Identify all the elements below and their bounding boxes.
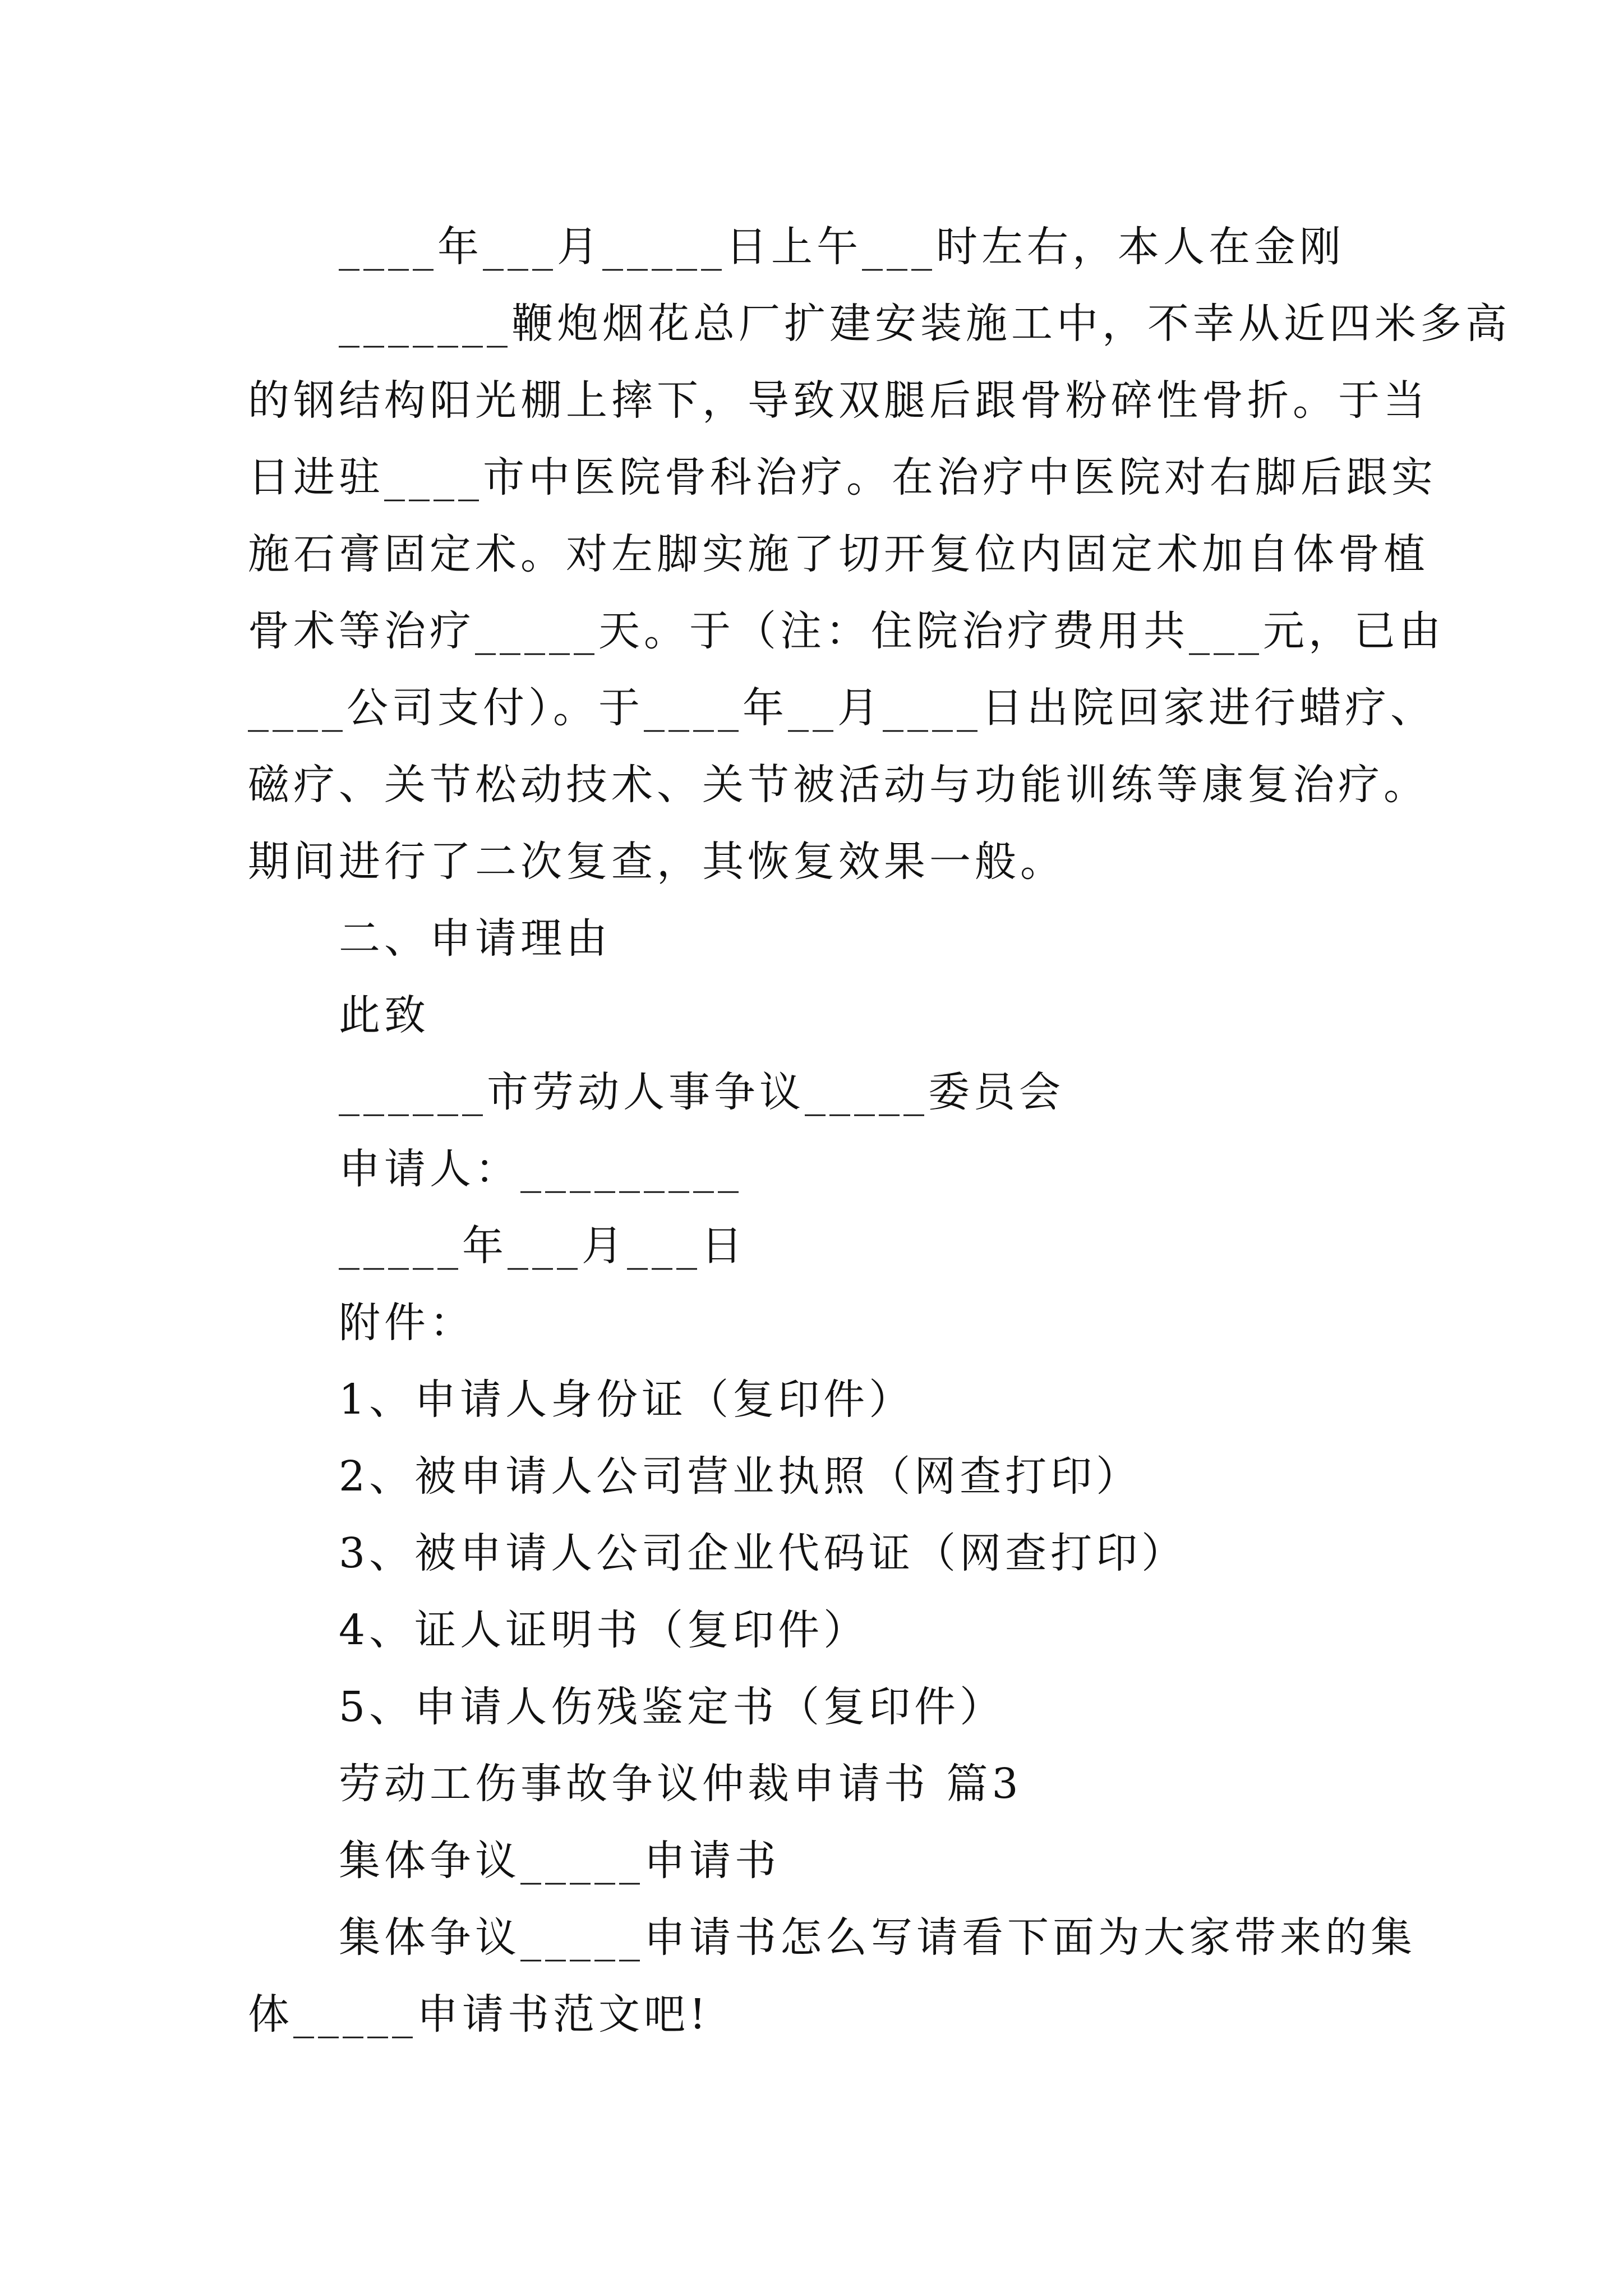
- attachments-heading: 附件：: [339, 1299, 475, 1347]
- closing-salutation: 此致: [339, 991, 430, 1039]
- applicant-signature-line: 申请人：_________: [339, 1145, 743, 1193]
- paragraph-line: 日进驻____市中医院骨科治疗。在治疗中医院对右脚后跟实: [248, 453, 1437, 501]
- paragraph-line: 施石膏固定术。对左脚实施了切开复位内固定术加自体骨植: [248, 530, 1429, 578]
- paragraph-line: ____年___月_____日上午___时左右，本人在金刚: [339, 223, 1345, 271]
- paragraph-line: 的钢结构阳光棚上摔下，导致双腿后跟骨粉碎性骨折。于当: [248, 376, 1429, 425]
- attachment-item: 1、申请人身份证（复印件）: [339, 1375, 915, 1424]
- attachment-item: 3、被申请人公司企业代码证（网查打印）: [339, 1529, 1187, 1577]
- paragraph-line: 集体争议_____申请书怎么写请看下面为大家带来的集: [339, 1913, 1416, 1962]
- paragraph-line: 期间进行了二次复查，其恢复效果一般。: [248, 838, 1066, 886]
- attachment-item: 5、申请人伤残鉴定书（复印件）: [339, 1683, 1006, 1731]
- paragraph-line: 骨术等治疗_____天。于（注：住院治疗费用共___元，已由: [248, 607, 1445, 655]
- paragraph-line: 磁疗、关节松动技术、关节被活动与功能训练等康复治疗。: [248, 761, 1429, 809]
- paragraph-line: _______鞭炮烟花总厂扩建安装施工中，不幸从近四米多高: [339, 300, 1511, 348]
- article-title: 劳动工伤事故争议仲裁申请书 篇3: [339, 1760, 1022, 1808]
- paragraph-line: ____公司支付）。于____年__月____日出院回家进行蜡疗、: [248, 684, 1436, 732]
- recipient-line: ______市劳动人事争议_____委员会: [339, 1068, 1064, 1116]
- attachment-item: 4、证人证明书（复印件）: [339, 1606, 869, 1654]
- paragraph-line: 体_____申请书范文吧!: [248, 1990, 710, 2039]
- date-line: _____年___月___日: [339, 1222, 746, 1270]
- section-heading: 二、申请理由: [339, 914, 611, 963]
- document-body: [248, 209, 1511, 2053]
- attachment-item: 2、被申请人公司营业执照（网查打印）: [339, 1452, 1142, 1501]
- subtitle: 集体争议_____申请书: [339, 1837, 780, 1885]
